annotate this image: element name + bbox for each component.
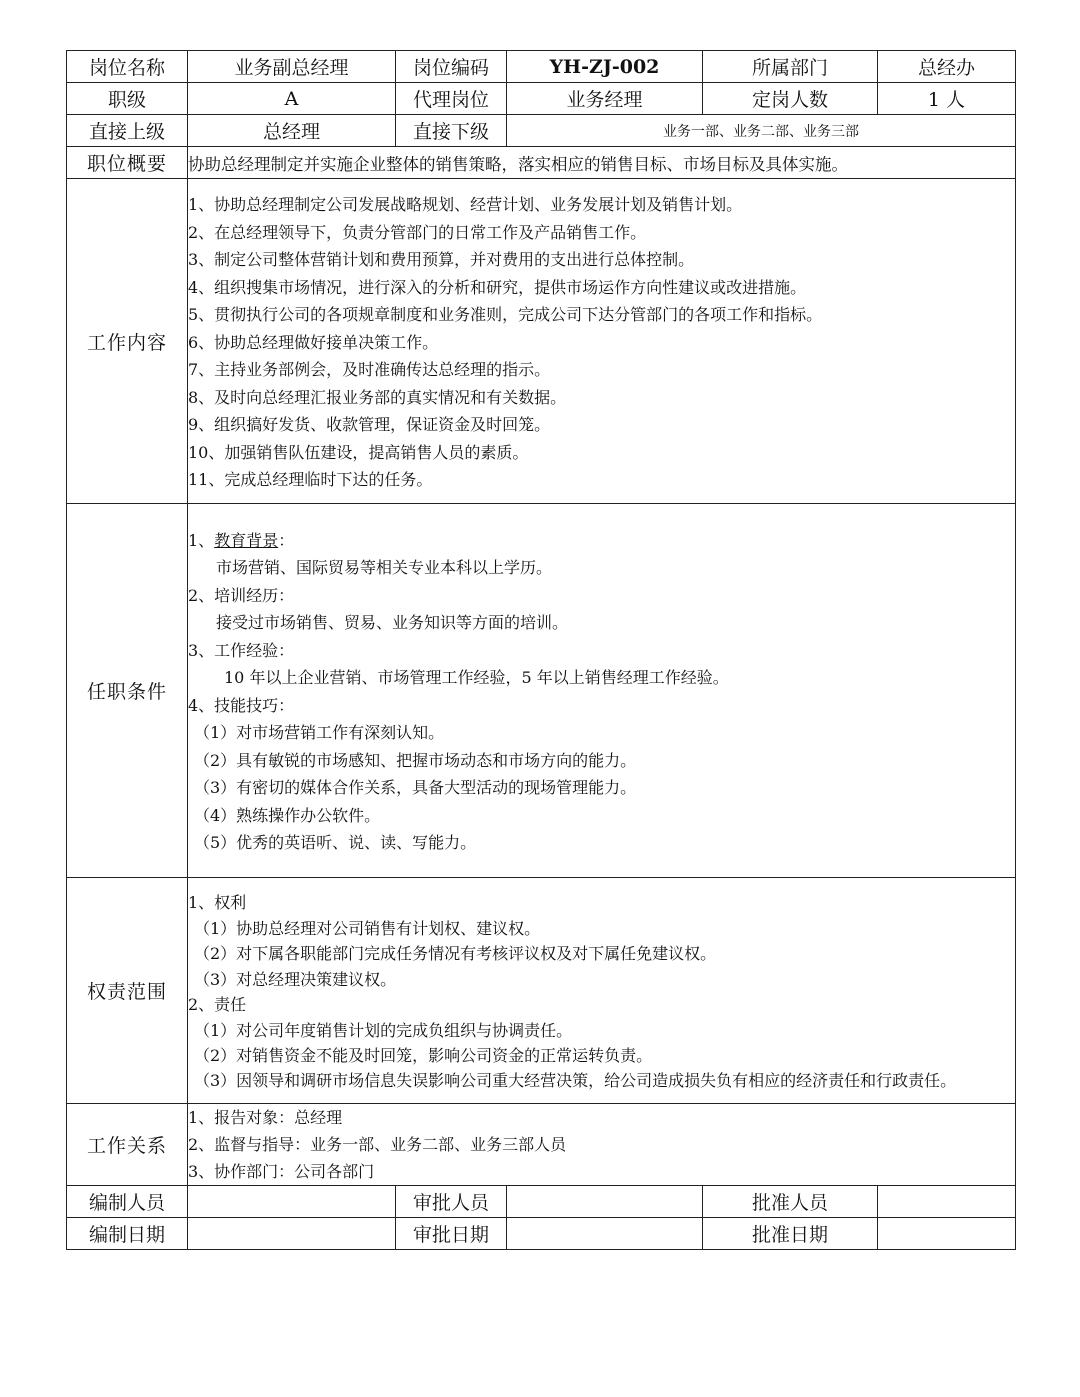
- deputy-position-value: 业务经理: [507, 83, 703, 115]
- grade-value: A: [188, 83, 396, 115]
- work-item: 10、加强销售队伍建设，提高销售人员的素质。: [188, 442, 529, 462]
- experience-heading: 3、工作经验：: [188, 640, 295, 660]
- requirements-label: 任职条件: [67, 504, 188, 878]
- skill-item: （4）熟练操作办公软件。: [194, 805, 381, 825]
- work-content-label: 工作内容: [67, 179, 188, 504]
- education-title: 教育背景: [214, 530, 279, 550]
- work-content-list: [188, 179, 1016, 504]
- skill-item: （5）优秀的英语听、说、读、写能力。: [194, 833, 477, 852]
- date-row: [67, 1218, 1016, 1250]
- experience-text: 10 年以上企业营销、市场管理工作经验，5 年以上销售经理工作经验。: [224, 668, 729, 687]
- duty-item: （3）因领导和调研市场信息失误影响公司重大经营决策，给公司造成损失负有相应的经济责任和行政责任。: [194, 1070, 957, 1090]
- approver-label: 批准人员: [703, 1186, 878, 1218]
- signature-row: [67, 1186, 1016, 1218]
- work-item: 9、组织搞好发货、收款管理，保证资金及时回笼。: [188, 415, 551, 435]
- work-item: 1、协助总经理制定公司发展战略规划、经营计划、业务发展计划及销售计划。: [188, 195, 743, 215]
- work-item: 11、完成总经理临时下达的任务。: [188, 470, 433, 490]
- header-row-3: [67, 115, 1016, 147]
- job-description-table: [66, 50, 1016, 1250]
- work-item: 7、主持业务部例会，及时准确传达总经理的指示。: [188, 360, 551, 380]
- work-item: 5、贯彻执行公司的各项规章制度和业务准则，完成公司下达分管部门的各项工作和指标。: [188, 305, 823, 325]
- review-date-label: 审批日期: [396, 1218, 507, 1250]
- right-item: （2）对下属各职能部门完成任务情况有考核评议权及对下属任免建议权。: [194, 944, 717, 964]
- responsibility-list: [188, 878, 1016, 1104]
- position-code-value: YH-ZJ-002: [507, 51, 703, 83]
- skill-item: （2）具有敏锐的市场感知、把握市场动态和市场方向的能力。: [194, 750, 637, 770]
- header-row-1: [67, 51, 1016, 83]
- direct-subordinate-label: 直接下级: [396, 115, 507, 147]
- skill-item: （3）有密切的媒体合作关系，具备大型活动的现场管理能力。: [194, 778, 637, 797]
- relations-row: [67, 1104, 1016, 1186]
- grade-label: 职级: [67, 83, 188, 115]
- direct-superior-label: 直接上级: [67, 115, 188, 147]
- deputy-position-label: 代理岗位: [396, 83, 507, 115]
- right-item: （3）对总经理决策建议权。: [194, 969, 397, 989]
- relations-list: [188, 1104, 1016, 1186]
- relations-label: 工作关系: [67, 1104, 188, 1186]
- work-item: 8、及时向总经理汇报业务部的真实情况和有关数据。: [188, 387, 567, 407]
- compiler-label: 编制人员: [67, 1186, 188, 1218]
- work-item: 3、制定公司整体营销计划和费用预算，并对费用的支出进行总体控制。: [188, 250, 695, 270]
- training-text: 接受过市场销售、贸易、业务知识等方面的培训。: [216, 613, 569, 632]
- work-item: 2、在总经理领导下，负责分管部门的日常工作及产品销售工作。: [188, 222, 647, 242]
- responsibility-row: [67, 878, 1016, 1104]
- work-content-row: [67, 179, 1016, 504]
- requirements-row: [67, 504, 1016, 878]
- education-suffix: ：: [278, 530, 295, 550]
- summary-label: 职位概要: [67, 147, 188, 179]
- headcount-label: 定岗人数: [703, 83, 878, 115]
- summary-row: [67, 147, 1016, 179]
- education-text: 市场营销、国际贸易等相关专业本科以上学历。: [216, 558, 553, 577]
- summary-text: 协助总经理制定并实施企业整体的销售策略，落实相应的销售目标、市场目标及具体实施。: [188, 147, 1016, 179]
- rights-heading: 1、权利: [188, 893, 247, 913]
- right-item: （1）协助总经理对公司销售有计划权、建议权。: [194, 918, 541, 938]
- approve-date-label: 批准日期: [703, 1218, 878, 1250]
- relation-item: 1、报告对象：总经理: [188, 1108, 343, 1127]
- position-name-value: 业务副总经理: [188, 51, 396, 83]
- department-label: 所属部门: [703, 51, 878, 83]
- position-name-label: 岗位名称: [67, 51, 188, 83]
- work-item: 6、协助总经理做好接单决策工作。: [188, 332, 439, 352]
- requirements-list: [188, 504, 1016, 878]
- responsibility-label: 权责范围: [67, 878, 188, 1104]
- compile-date-label: 编制日期: [67, 1218, 188, 1250]
- relation-item: 3、协作部门：公司各部门: [188, 1162, 375, 1181]
- direct-subordinate-value: 业务一部、业务二部、业务三部: [507, 115, 1016, 147]
- direct-superior-value: 总经理: [188, 115, 396, 147]
- training-heading: 2、培训经历：: [188, 585, 295, 605]
- approver-value: [878, 1186, 1016, 1218]
- duty-item: （1）对公司年度销售计划的完成负组织与协调责任。: [194, 1020, 573, 1040]
- header-row-2: [67, 83, 1016, 115]
- review-date-value: [507, 1218, 703, 1250]
- duty-item: （2）对销售资金不能及时回笼，影响公司资金的正常运转负责。: [194, 1046, 653, 1066]
- education-prefix: 1、: [188, 530, 215, 550]
- reviewer-label: 审批人员: [396, 1186, 507, 1218]
- department-value: 总经办: [878, 51, 1016, 83]
- compile-date-value: [188, 1218, 396, 1250]
- skills-heading: 4、技能技巧：: [188, 695, 295, 715]
- duties-heading: 2、责任: [188, 995, 247, 1015]
- position-code-label: 岗位编码: [396, 51, 507, 83]
- skill-item: （1）对市场营销工作有深刻认知。: [194, 723, 445, 742]
- work-item: 4、组织搜集市场情况，进行深入的分析和研究，提供市场运作方向性建议或改进措施。: [188, 277, 807, 297]
- education-heading: [188, 527, 1015, 555]
- reviewer-value: [507, 1186, 703, 1218]
- compiler-value: [188, 1186, 396, 1218]
- headcount-value: 1 人: [878, 83, 1016, 115]
- relation-item: 2、监督与指导：业务一部、业务二部、业务三部人员: [188, 1135, 567, 1154]
- approve-date-value: [878, 1218, 1016, 1250]
